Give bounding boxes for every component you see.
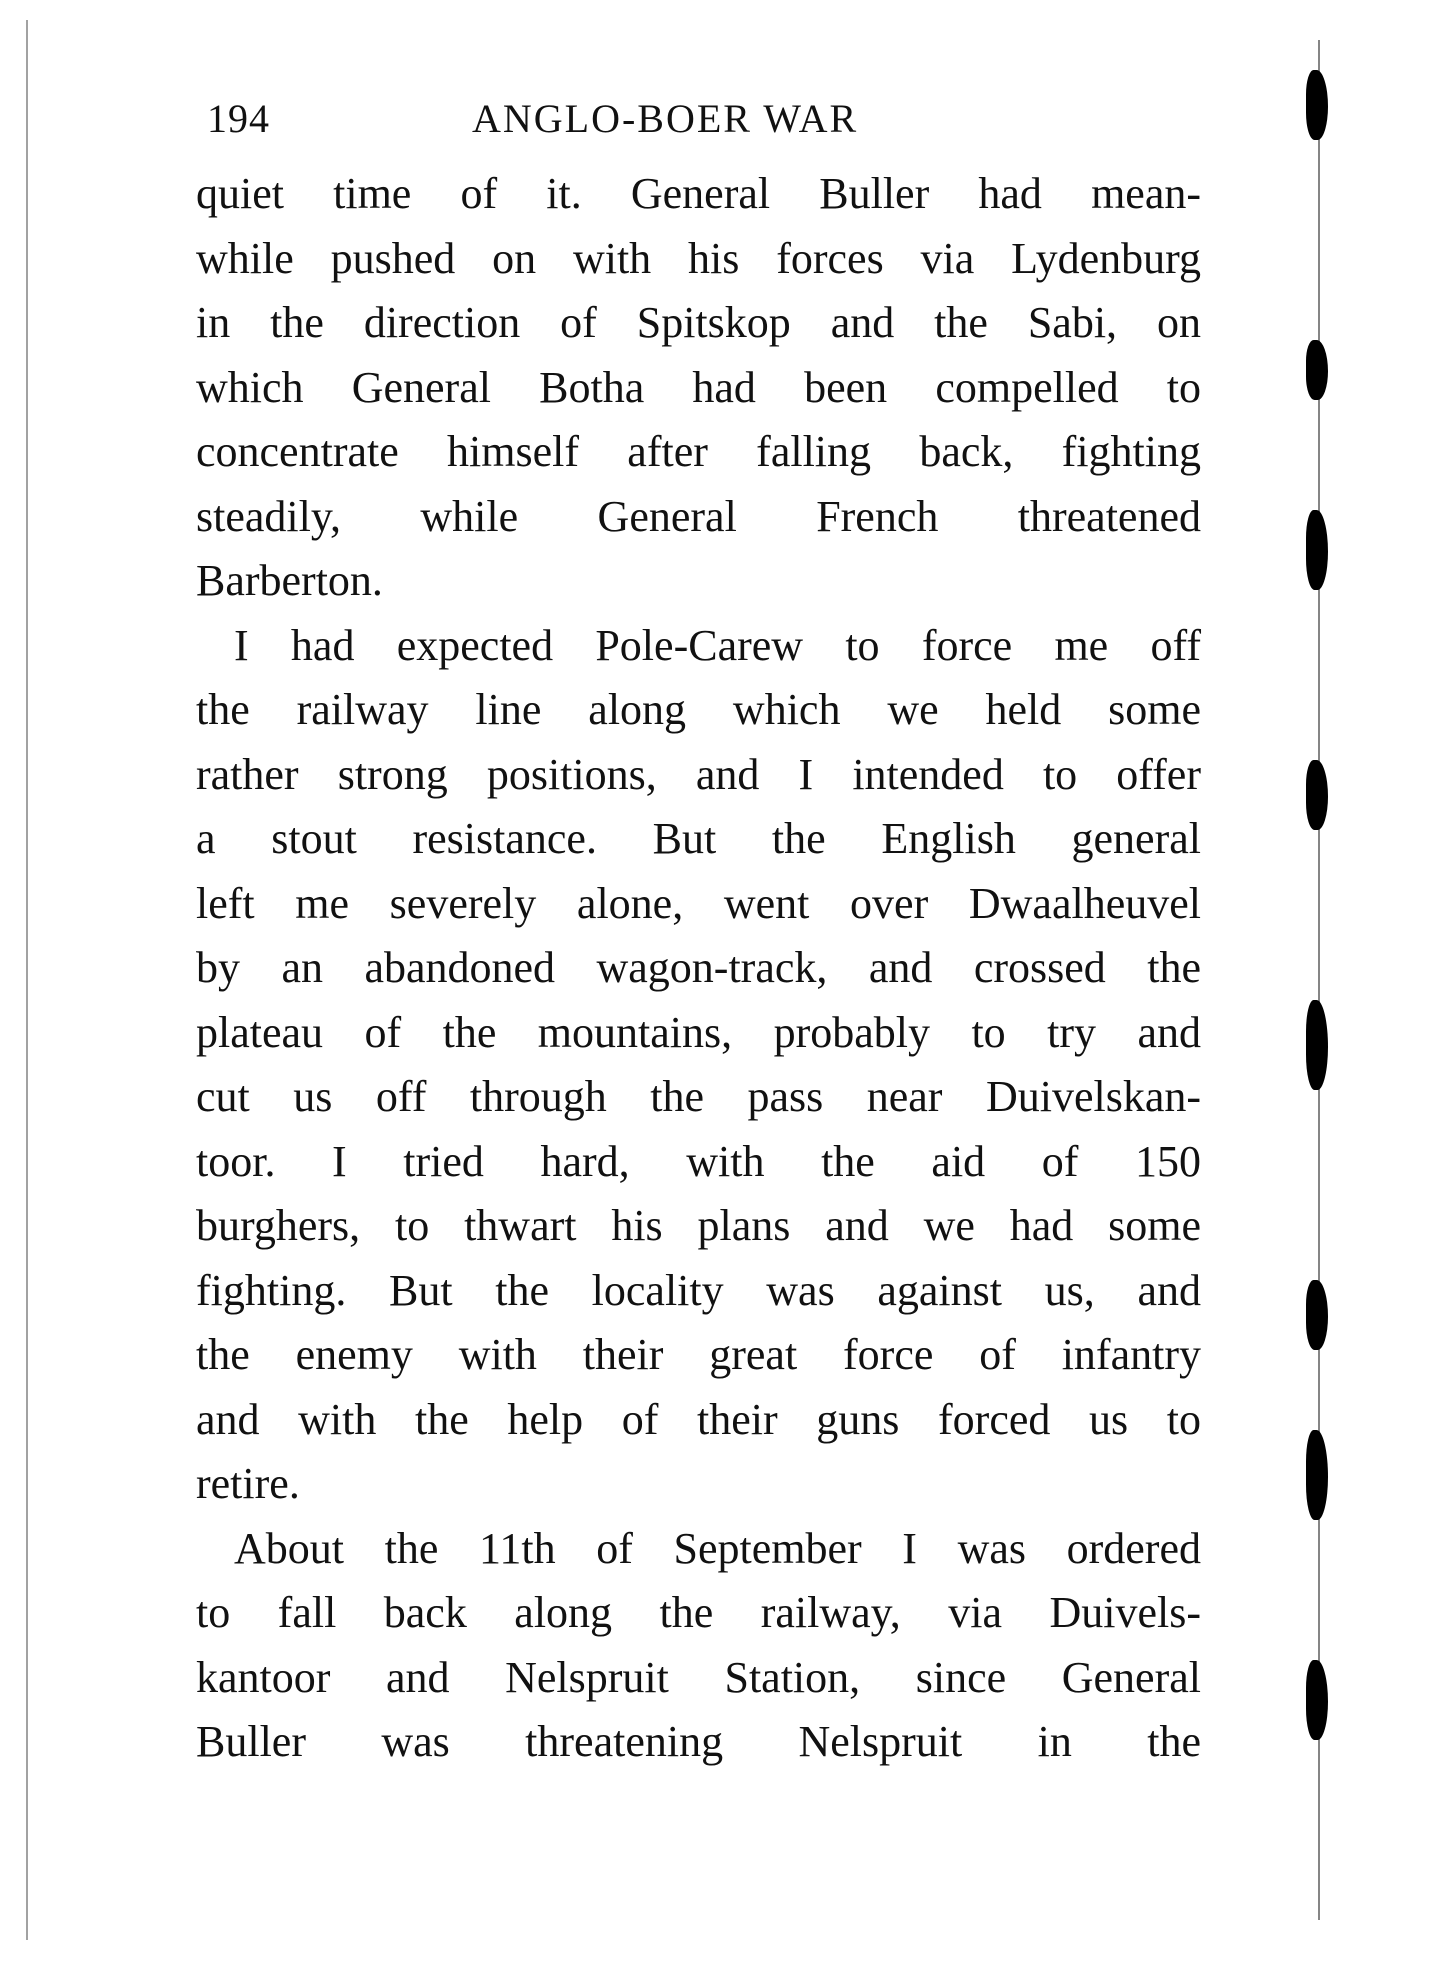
text-line: which General Botha had been compelled to [196,362,1201,412]
text-line: toor. I tried hard, with the aid of 150 [196,1136,1201,1186]
text-line: retire. [196,1459,300,1508]
text-line: steadily, while General French threatened [196,491,1201,541]
text-line: Buller was threatening Nelspruit in the [196,1717,1201,1766]
ink-blot [1306,1280,1328,1350]
ink-blot [1306,510,1328,590]
text-line: kantoor and Nelspruit Station, since General [196,1652,1201,1702]
running-head: ANGLO-BOER WAR [472,96,859,141]
text-line: burghers, to thwart his plans and we had some [196,1201,1201,1250]
text-line: while pushed on with his forces via Lydenburg [196,233,1201,283]
text-line: plateau of the mountains, probably to try and [196,1007,1201,1057]
text-line: left me severely alone, went over Dwaalheuvel [196,878,1201,928]
text-line: fighting. But the locality was against us, and [196,1265,1201,1315]
text-line: concentrate himself after falling back, fighting [196,427,1201,476]
page-number: 194 [207,96,270,141]
text-line: to fall back along the railway, via Duivels- [196,1588,1201,1637]
page-header [207,95,1192,155]
ink-blot [1306,70,1328,140]
text-line: About the 11th of September I was ordered [234,1523,1201,1573]
torn-right-edge [1300,40,1340,1920]
body-text [196,162,1201,1775]
text-line: quiet time of it. General Buller had mean- [196,169,1201,218]
text-line: by an abandoned wagon-track, and crossed the [196,943,1201,992]
text-line: and with the help of their guns forced us to [196,1394,1201,1444]
ink-blot [1306,340,1328,400]
ink-blot [1306,1660,1328,1740]
text-line: Barberton. [196,556,383,605]
page-gutter-line [26,20,28,1940]
ink-blot [1306,1000,1328,1090]
ink-blot [1306,760,1328,830]
text-line: a stout resistance. But the English general [196,814,1201,863]
text-line: the enemy with their great force of infantry [196,1330,1201,1379]
text-line: I had expected Pole-Carew to force me off [234,620,1201,670]
text-line: rather strong positions, and I intended to offer [196,749,1201,799]
text-line: in the direction of Spitskop and the Sabi, on [196,298,1201,347]
text-line: the railway line along which we held some [196,685,1201,734]
text-line: cut us off through the pass near Duivelskan- [196,1072,1201,1121]
ink-blot [1306,1430,1328,1520]
page-edge-line [1318,40,1320,1920]
